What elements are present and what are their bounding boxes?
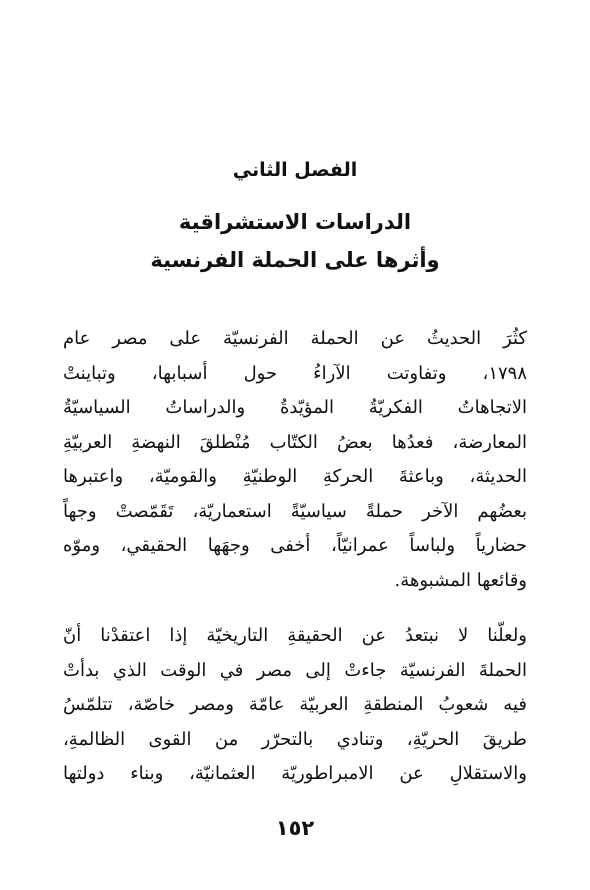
- chapter-title-line-1: الدراسات الاستشراقية: [178, 210, 412, 234]
- paragraph-line: المعارضة، فعدُها بعضُ الكتّاب مُنْطلقَ النهضةِ العربيّةِ: [63, 431, 527, 453]
- paragraph-line: ولعلّنا لا نبتعدُ عن الحقيقةِ التاريخيّة إذا اعتقدْنا أنّ: [63, 625, 527, 646]
- chapter-title: [0, 203, 590, 279]
- chapter-label: الفصل الثاني: [232, 159, 358, 181]
- page-number: ١٥٢: [275, 816, 315, 840]
- paragraph-line: الحديثة، وباعثةَ الحركةِ الوطنيّةِ والقوميّة، واعتبرها: [63, 466, 527, 487]
- paragraph-line: طريقَ الحريّةِ، وتنادي بالتحرّر من القوى الظالمةِ،: [63, 728, 527, 750]
- paragraph-line: كثُرَ الحديثُ عن الحملة الفرنسيّة على مصر عام: [63, 328, 527, 349]
- paragraph-line: وقائعها المشبوهة.: [394, 569, 527, 591]
- paragraph-line: فيه شعوبُ المنطقةِ العربيّة عامّة ومصر خاصّة، تتلمّسُ: [63, 694, 527, 715]
- paragraph-line: الاتجاهاتُ الفكريّةُ المؤيّدةُ والدراساتُ السياسيّةُ: [63, 397, 527, 418]
- paragraph-line: حضارياً ولباساً عمرانيّاً، أخفى وجهَها الحقيقي، وموّه: [63, 535, 527, 556]
- paragraph-line: والاستقلالِ عن الامبراطوريّة العثمانيّة، وبناء دولتها: [63, 763, 527, 784]
- paragraph-1: [63, 322, 527, 598]
- paragraph-line: الحملةَ الفرنسيّة جاءتْ إلى مصر في الوقت الذي بدأتْ: [63, 659, 527, 681]
- paragraph-line: ١٧٩٨، وتفاوتت الآراءُ حول أسبابها، وتباينتْ: [63, 362, 527, 384]
- paragraph-2: [63, 619, 527, 792]
- chapter-title-line-2: وأثرها على الحملة الفرنسية: [150, 248, 440, 272]
- paragraph-line: بعضُهم الآخر حملةً سياسيّةً استعماريّة، تَقَمّصتْ وجهاً: [63, 500, 527, 522]
